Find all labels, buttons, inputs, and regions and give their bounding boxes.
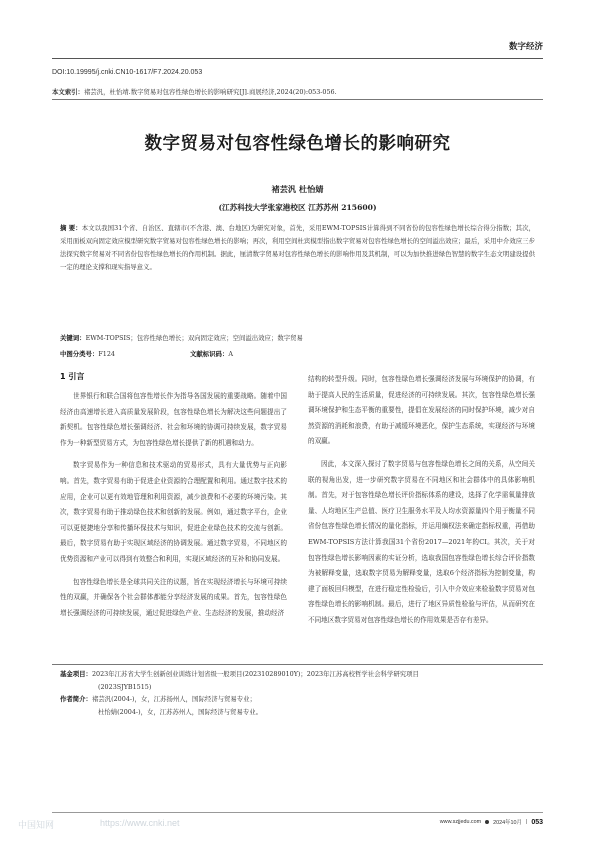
author-bio-line xyxy=(60,693,535,706)
abstract xyxy=(60,222,535,274)
author-bio-label: 作者简介： xyxy=(60,695,92,704)
page-number: 053 xyxy=(531,818,543,826)
page-footer xyxy=(440,818,543,826)
keywords-text: EWM-TOPSIS；包容性绿色增长；双向固定效应；空间溢出效应；数字贸易 xyxy=(85,334,303,342)
fund-line xyxy=(60,668,535,681)
article-authors: 褚芸汎 杜怡婧 xyxy=(271,184,324,194)
body-column-right xyxy=(308,372,535,636)
keywords xyxy=(60,333,535,342)
abstract-text: 本文以我国31个省、自治区、直辖市(不含港、澳、台地区)为研究对象，首先，采用EWM-TOPSIS计算得到不同省份的包容性绿色增长综合得分指数；其次，采用面板双向固定效应模型研究数字贸易对包容性绿色增长的影响；再次，利用空间杜宾模型指出数字贸易对包容性绿色增长的空间溢出效应；最后，采用中介效应三步法探究数字贸易对不同省份包容性绿色增长的作用机制。据此，厘清数字贸易对包容性绿色增长的影响作用及其机制，可以为加快推进绿色智慧的数字生态文明建设提供一定的理论支撑和现实指导意义。 xyxy=(60,224,535,271)
fund-text: 2023年江苏省大学生创新创业训练计划省级一般项目(202310289010Y)；2023年江苏高校哲学社会科学研究项目 xyxy=(91,670,419,678)
body-column-left xyxy=(60,363,287,628)
bullet-icon xyxy=(485,820,489,824)
author-bio-2: 杜怡婧(2004-)，女，江苏苏州人，国际经济与贸易专业。 xyxy=(98,707,263,716)
footer-rule xyxy=(52,812,543,813)
citation-rule xyxy=(52,99,543,100)
footer-issue: 2024年10月 xyxy=(493,820,522,826)
clc-label: 中图分类号： xyxy=(60,350,99,358)
citation-text: 褚芸汎，杜怡靖.数字贸易对包容性绿色增长的影响研究[J].商展经济,2024(20):053-056. xyxy=(83,88,337,96)
section-heading-introduction: 1 引言 xyxy=(60,372,85,381)
watermark-cnki-logo: 中国知网 xyxy=(18,821,55,831)
body-paragraph: 世界银行和联合国将包容性增长作为指导各国发展的重要战略。随着中国经济由高速增长进入高质量发展阶段，包容性绿色增长为解决这些问题提出了新契机。包容性绿色增长强调经济、社会和环境的协调可持续发展，数字贸易作为一种新型贸易方式，为包容性绿色增长提供了新的机遇和动力。 xyxy=(60,392,287,447)
header-rule xyxy=(52,58,543,59)
body-paragraph: 包容性绿色增长是全球共同关注的议题，旨在实现经济增长与环境可持续性的双赢，并确保各个社会群体都能分享经济发展的成果。首先，包容性绿色增长强调经济的可持续发展，通过促进绿色产业、生态经济的发展，推动经济 xyxy=(60,577,287,617)
body-paragraph: 因此，本文深入探讨了数字贸易与包容性绿色增长之间的关系，从空间关联的视角出发，进一步研究数字贸易在不同地区和社会群体中的具体影响机制。首先，对于包容性绿色增长评价指标体系的建设，选择了化学需氧量排放量、人均地区生产总值、医疗卫生服务水平及人均水资源量四个用于衡量不同省份包容性绿色增长情况的量化指标，并运用熵权法来确定指标权重，再借助EWM-TOPSIS方法计算我国31个省份2017—2021年的CI。其次，关于对包容性绿色增长影响因素的实证分析，选取我国包容性绿色增长综合评价指数为被解释变量，选取数字贸易为解释变量，选取6个经济指标为控制变量，构建了面板回归模型，在进行稳定性检验后，引入中介效应来检验数字贸易对包容性绿色增长的影响机制。最后，进行了地区异质性检验与评估，从而研究在不同地区数字贸易对包容性绿色增长的作用效果是否存有差异。 xyxy=(308,459,535,624)
fund-label: 基金项目： xyxy=(60,670,92,678)
clc-value: F124 xyxy=(98,350,115,358)
author-bio-1: 褚芸汎(2004-)，女，江苏扬州人，国际经济与贸易专业； xyxy=(91,695,256,704)
funding-block xyxy=(60,668,535,718)
funding-rule xyxy=(52,664,543,665)
clc-number xyxy=(60,349,115,358)
article-affiliation: (江苏科技大学张家港校区 江苏苏州 215600) xyxy=(218,203,377,212)
abstract-label: 摘 要： xyxy=(60,224,82,232)
citation-line xyxy=(52,87,337,96)
footer-site[interactable]: www.szjjedu.com xyxy=(439,819,482,825)
article-title: 数字贸易对包容性绿色增长的影响研究 xyxy=(144,134,451,154)
body-paragraph: 数字贸易作为一种信息和技术驱动的贸易形式，具有大量优势与正向影响。首先，数字贸易有助于促进企业资源的合理配置和利用。通过数字技术的应用，企业可以更有效地管理和利用资源，减少浪费和不必要的环境污染。其次，数字贸易有助于推动绿色技术和创新的发展。例如，通过数字平台，企业可以更便捷地分享和传播环保技术与知识，促进企业绿色技术的交流与创新。最后，数字贸易有助于实现区域经济的协调发展。通过数字贸易，不同地区的优势资源和产业可以得到有效整合和利用，实现区域经济的互补和协同发展。 xyxy=(60,461,287,563)
section-label: 数字经济 xyxy=(508,42,543,52)
footer-separator: | xyxy=(525,819,528,825)
citation-label: 本文索引： xyxy=(52,88,84,96)
doccode-label: 文献标识码： xyxy=(190,350,229,358)
body-paragraph: 结构的转型升级。同时，包容性绿色增长强调经济发展与环境保护的协调，有助于提高人民的生活质量，促进经济的可持续发展。其次，包容性绿色增长强调环境保护和生态平衡的重要性，提倡在发展经济的同时保护环境，减少对自然资源的消耗和浪费，有助于减缓环境恶化，保护生态系统，实现经济与环境的双赢。 xyxy=(308,375,535,446)
doi-line[interactable]: DOI:10.19995/j.cnki.CN10-1617/F7.2024.20.053 xyxy=(52,69,203,76)
watermark-url: https://www.cnki.net xyxy=(100,818,180,828)
keywords-label: 关键词： xyxy=(60,334,86,342)
fund-line-continued: (2023SJYB1515) xyxy=(98,682,152,691)
document-code xyxy=(190,349,233,358)
doccode-value: A xyxy=(228,350,233,358)
